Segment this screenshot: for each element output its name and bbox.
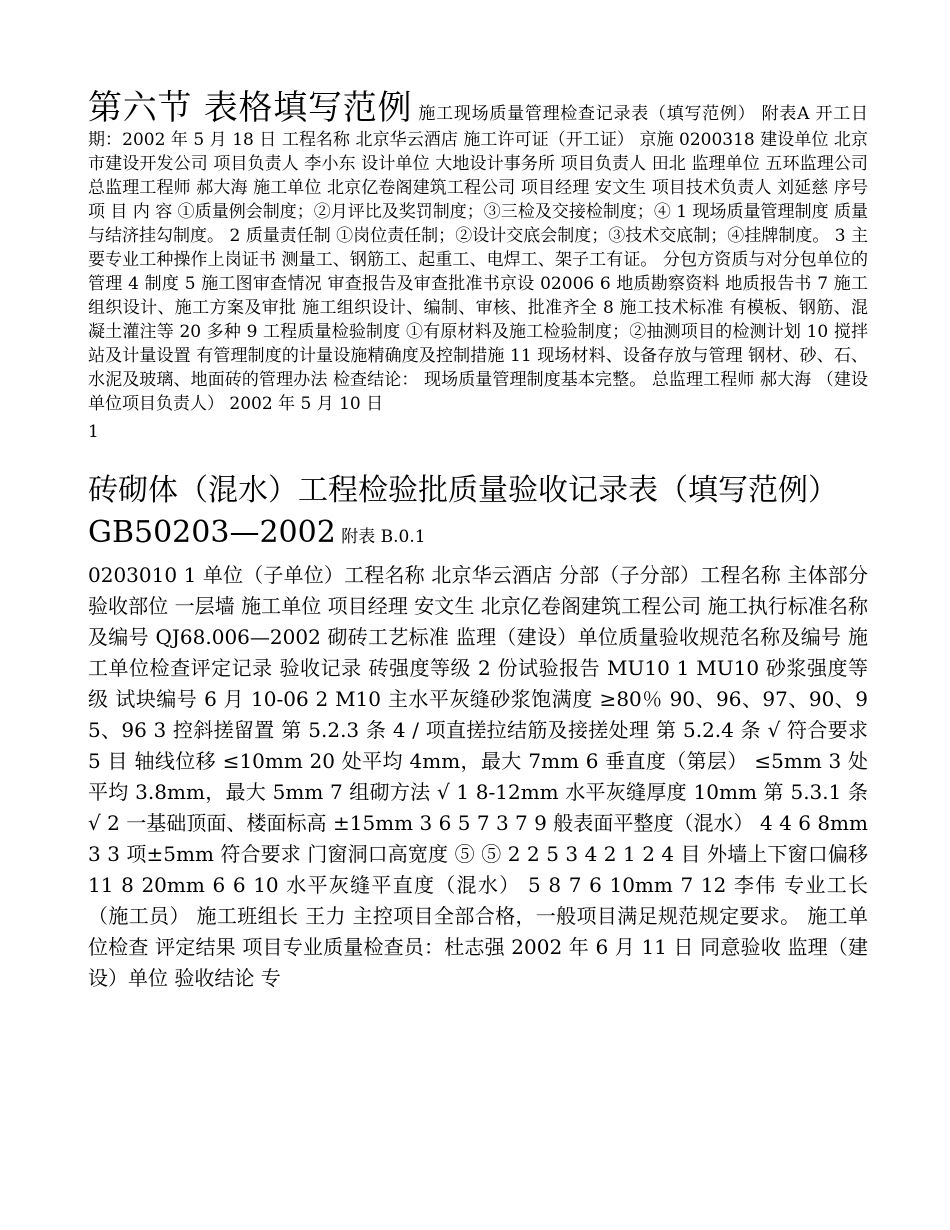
- section-1-body: 施工现场质量管理检查记录表（填写范例） 附表A 开工日期：2002 年 5 月 18 日 工程名称 北京华云酒店 施工许可证（开工证） 京施 0200318 建设单位 北京市建设开发公司 项目负责人 李小东 设计单位 大地设计事务所 项目负责人 田北 监理单位 五环监理公司 总监理工程师 郝大海 施工单位 北京亿卷阁建筑工程公司 项目经理 安文生 项目技术负责人 刘延慈 序号 项 目 内 容 ①质量例会制度；②月评比及奖罚制度；③三检及交接检制度；④ 1 现场质量管理制度 质量与结济挂勾制度。 2 质量责任制 ①岗位责任制；②设计交底会制度；③技术交底制；④挂牌制度。 3 主要专业工种操作上岗证书 测量工、钢筋工、起重工、电焊工、架子工有证。 分包方资质与对分包单位的管理 4 制度 5 施工图审查情况 审查报告及审查批准书京设 02006 6 地质勘察资料 地质报告书 7 施工组织设计、施工方案及审批 施工组织设计、编制、审核、批准齐全 8 施工技术标准 有模板、钢筋、混凝土灌注等 20 多种 9 工程质量检验制度 ①有原材料及施工检验制度；②抽测项目的检测计划 10 搅拌站及计量设置 有管理制度的计量设施精确度及控制措施 11 现场材料、设备存放与管理 钢材、砂、石、水泥及玻璃、地面砖的管理办法 检查结论： 现场质量管理制度基本完整。 总监理工程师 郝大海 （建设单位项目负责人） 2002 年 5 月 10 日: [88, 104, 868, 414]
- section-heading: 第六节 表格填写范例: [88, 88, 413, 128]
- section-2-body: 0203010 1 单位（子单位）工程名称 北京华云酒店 分部（子分部）工程名称 主体部分 验收部位 一层墙 施工单位 项目经理 安文生 北京亿卷阁建筑工程公司 施工执行标准名称及编号 QJ68.006—2002 砌砖工艺标准 监理（建设）单位质量验收规范名称及编号 施工单位检查评定记录 验收记录 砖强度等级 2 份试验报告 MU10 1 MU10 砂浆强度等级 试块编号 6 月 10-06 2 M10 主水平灰缝砂浆饱满度 ≥80％ 90、96、97、90、95、96 3 控斜搓留置 第 5.2.3 条 4 / 项直搓拉结筋及接搓处理 第 5.2.4 条 √ 符合要求 5 目 轴线位移 ≤10mm 20 处平均 4mm，最大 7mm 6 垂直度（第层） ≤5mm 3 处平均 3.8mm，最大 5mm 7 组砌方法 √ 1 8-12mm 水平灰缝厚度 10mm 第 5.3.1 条√ 2 一基础顶面、楼面标高 ±15mm 3 6 5 7 3 7 9 般表面平整度（混水） 4 4 6 8mm 3 3 项±5mm 符合要求 门窗洞口高宽度 ⑤ ⑤ 2 2 5 3 4 2 1 2 4 目 外墙上下窗口偏移 11 8 20mm 6 6 10 水平灰缝平直度（混水） 5 8 7 6 10mm 7 12 李伟 专业工长（施工员） 施工班组长 王力 主控项目全部合格，一般项目满足规范规定要求。 施工单位检查 评定结果 项目专业质量检查员：杜志强 2002 年 6 月 11 日 同意验收 监理（建设）单位 验收结论 专: [88, 563, 868, 990]
- document-page: [88, 88, 868, 994]
- page-number: 1: [88, 422, 99, 442]
- table-title: [88, 470, 868, 558]
- section-1-text: [88, 88, 868, 416]
- table-title-text: 砖砌体（混水）工程检验批质量验收记录表（填写范例） GB50203—2002: [88, 473, 838, 550]
- appendix-label: 附表 B.0.1: [335, 527, 426, 547]
